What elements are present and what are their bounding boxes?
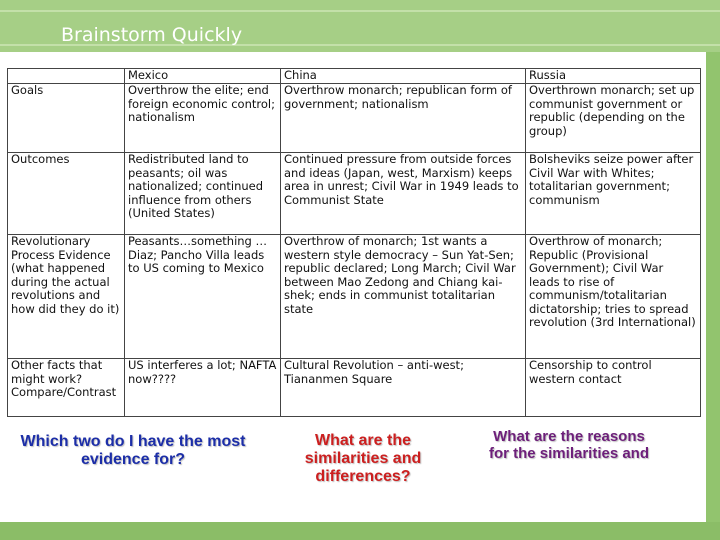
table-header-row bbox=[8, 69, 701, 84]
right-decor-band bbox=[706, 52, 720, 540]
cell-mexico: Overthrow the elite; end foreign economic control; nationalism bbox=[125, 84, 281, 153]
header-blank bbox=[8, 69, 125, 84]
header-china: China bbox=[281, 69, 526, 84]
header-mexico: Mexico bbox=[125, 69, 281, 84]
bottom-decor-band bbox=[0, 522, 720, 540]
cell-mexico: US interferes a lot; NAFTA now???? bbox=[125, 359, 281, 417]
header-russia: Russia bbox=[526, 69, 701, 84]
cell-mexico: Peasants…something … Diaz; Pancho Villa leads to US coming to Mexico bbox=[125, 235, 281, 359]
cell-china: Overthrow monarch; republican form of government; nationalism bbox=[281, 84, 526, 153]
question-reasons: What are the reasons for the similarities and bbox=[488, 428, 650, 462]
table-row-other bbox=[8, 359, 701, 417]
slide-title: Brainstorm Quickly bbox=[61, 24, 243, 46]
row-label: Revolutionary Process Evidence (what happened during the actual revolutions and how did they do it) bbox=[8, 235, 125, 359]
row-label: Outcomes bbox=[8, 153, 125, 235]
table-row-outcomes bbox=[8, 153, 701, 235]
cell-mexico: Redistributed land to peasants; oil was nationalized; continued influence from others (United States) bbox=[125, 153, 281, 235]
cell-russia: Censorship to control western contact bbox=[526, 359, 701, 417]
table-row-goals bbox=[8, 84, 701, 153]
cell-russia: Overthrown monarch; set up communist government or republic (depending on the group) bbox=[526, 84, 701, 153]
cell-china: Continued pressure from outside forces and ideas (Japan, west, Marxism) keeps area in unrest; Civil War in 1949 leads to Communist State bbox=[281, 153, 526, 235]
question-evidence: Which two do I have the most evidence for? bbox=[20, 433, 246, 468]
cell-russia: Bolsheviks seize power after Civil War with Whites; totalitarian government; communism bbox=[526, 153, 701, 235]
question-similarities: What are the similarities and differences? bbox=[304, 432, 422, 485]
cell-russia: Overthrow of monarch; Republic (Provisional Government); Civil War leads to rise of communism/totalitarian dictatorship; tries to spread revolution (3rd International) bbox=[526, 235, 701, 359]
title-stripe bbox=[0, 10, 720, 12]
cell-china: Overthrow of monarch; 1st wants a western style democracy – Sun Yat-Sen; republic declared; Long March; Civil War between Mao Zedong and Chiang kai-shek; ends in communist totalitarian state bbox=[281, 235, 526, 359]
row-label: Other facts that might work? Compare/Contrast bbox=[8, 359, 125, 417]
row-label: Goals bbox=[8, 84, 125, 153]
table-row-process bbox=[8, 235, 701, 359]
cell-china: Cultural Revolution – anti-west; Tiananmen Square bbox=[281, 359, 526, 417]
comparison-table bbox=[7, 68, 701, 417]
